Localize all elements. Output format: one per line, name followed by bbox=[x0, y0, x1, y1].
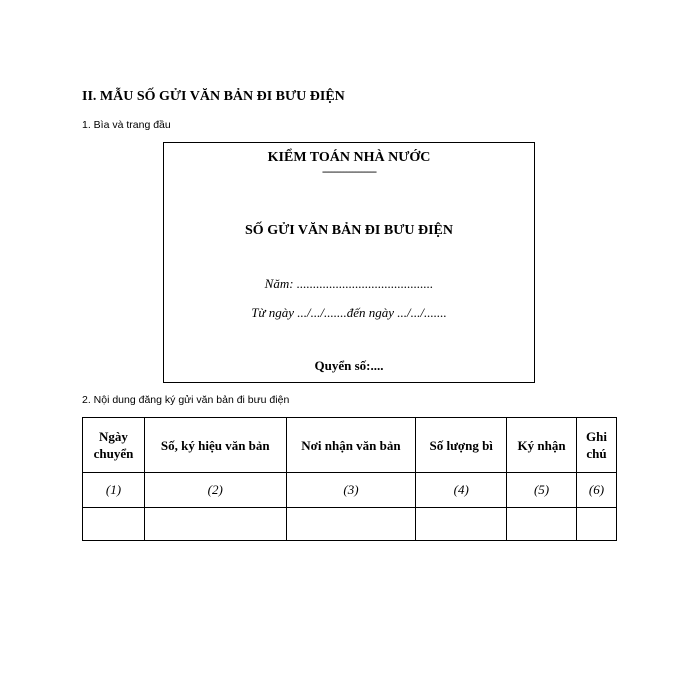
header-recipient: Nơi nhận văn bản bbox=[286, 418, 416, 473]
empty-cell bbox=[286, 508, 416, 541]
header-notes: Ghi chú bbox=[577, 418, 617, 473]
column-number: (5) bbox=[507, 473, 577, 508]
section-heading: II. MẪU SỐ GỬI VĂN BẢN ĐI BƯU ĐIỆN bbox=[82, 89, 345, 104]
separator-line: ------------------ bbox=[322, 164, 376, 178]
column-number: (4) bbox=[416, 473, 507, 508]
column-number: (3) bbox=[286, 473, 416, 508]
column-number: (6) bbox=[577, 473, 617, 508]
column-number-row bbox=[83, 473, 617, 508]
empty-cell bbox=[144, 508, 286, 541]
column-number: (2) bbox=[144, 473, 286, 508]
table-row bbox=[83, 508, 617, 541]
header-document-number: Số, ký hiệu văn bản bbox=[144, 418, 286, 473]
header-signature: Ký nhận bbox=[507, 418, 577, 473]
column-number: (1) bbox=[83, 473, 145, 508]
organization-name: KIỂM TOÁN NHÀ NƯỚC bbox=[267, 150, 431, 165]
header-envelope-count: Số lượng bì bbox=[416, 418, 507, 473]
empty-cell bbox=[507, 508, 577, 541]
year-line: Năm: .......................................... bbox=[264, 276, 434, 291]
empty-cell bbox=[416, 508, 507, 541]
empty-cell bbox=[577, 508, 617, 541]
volume-number-line: Quyển số:.... bbox=[314, 358, 384, 373]
content-subheading: 2. Nội dung đăng ký gửi văn bản đi bưu điện bbox=[82, 394, 290, 406]
header-transfer-date: Ngày chuyển bbox=[83, 418, 145, 473]
book-title: SỐ GỬI VĂN BẢN ĐI BƯU ĐIỆN bbox=[245, 223, 453, 238]
book-cover-box bbox=[163, 142, 535, 383]
table-header-row bbox=[83, 418, 617, 473]
cover-subheading: 1. Bìa và trang đầu bbox=[82, 119, 171, 131]
empty-cell bbox=[83, 508, 145, 541]
date-range-line: Từ ngày .../.../.......đến ngày .../.../....... bbox=[251, 305, 447, 320]
registration-table bbox=[82, 417, 617, 541]
